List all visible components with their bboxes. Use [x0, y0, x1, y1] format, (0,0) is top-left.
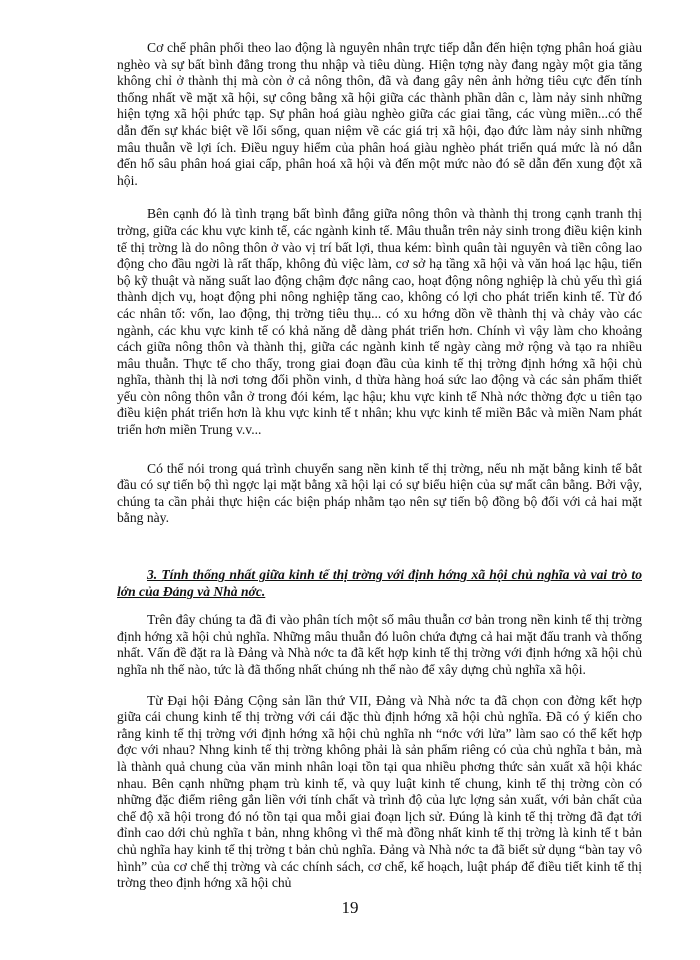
page-number: 19	[341, 898, 359, 917]
paragraph-economic-social-balance: Có thể nói trong quá trình chuyển sang nền kinh tế thị trờng, nếu nh mặt bằng kinh tế bắt đầu có sự tiến bộ thì ngợc lại mặt bằng xã hội lại có sự biểu hiện của sự mất cân bằng. Bởi vậy, chúng ta cần phải thực hiện các biện pháp nhằm tạo nên sự tiến bộ đồng bộ đối với cả hai mặt bằng này.	[117, 460, 642, 526]
section-heading: 3. Tính thống nhất giữa kinh tế thị trờng với định hớng xã hội chủ nghĩa và vai trò to lớn của Đảng và Nhà nớc.	[117, 567, 642, 599]
paragraph-contradictions-summary: Trên đây chúng ta đã đi vào phân tích một số mâu thuẫn cơ bản trong nền kinh tế thị trờng định hớng xã hội chủ nghĩa. Những mâu thuẫn đó luôn chứa đựng cả hai mặt đấu tranh và thống nhất. Vấn đề đặt ra là Đảng và Nhà nớc ta đã kết hợp kinh tế thị trờng với định hớng xã hội chủ nghĩa nh thế nào, tức là đã thống nhất chúng nh thế nào để xây dựng chủ nghĩa xã hội.	[117, 612, 642, 677]
paragraph-party-congress: Từ Đại hội Đảng Cộng sản lần thứ VII, Đảng và Nhà nớc ta đã chọn con đờng kết hợp giữa cái chung kinh tế thị trờng với cái đặc thù định hớng xã hội chủ nghĩa. Đã có ý kiến cho rằng kinh tế thị trờng với định hớng xã hội chủ nghĩa nh “nớc với lửa” làm sao có thể kết hợp đợc với nhau? Nhng kinh tế thị trờng không phải là sản phẩm riêng có của chủ nghĩa t bản, mà là thành quả chung của văn minh nhân loại tồn tại qua nhiều phơng thức sản xuất xã hội khác nhau. Bên cạnh những phạm trù kinh tế, và quy luật kinh tế chung, kinh tế thị trờng còn có những đặc điểm riêng gắn liền với tính chất và trình độ của lực lợng sản xuất, với bản chất của chế độ xã hội trong đó nó tồn tại qua mỗi giai đoạn lịch sử. Đúng là kinh tế thị trờng đã đạt tới đỉnh cao dới chủ nghĩa t bản, nhng không vì thế mà đồng nhất kinh tế thị trờng là kinh tế t bản chủ nghĩa hay kinh tế thị trờng t bản chủ nghĩa. Đảng và Nhà nớc ta đã biết sử dụng “bàn tay vô hình” của cơ chế thị trờng và các chính sách, cơ chế, kế hoạch, luật pháp để điều tiết kinh tế thị trờng theo định hớng xã hội chủ	[117, 692, 642, 891]
paragraph-income-inequality: Cơ chế phân phối theo lao động là nguyên nhân trực tiếp dẫn đến hiện tợng phân hoá giàu nghèo và sự bất bình đẳng trong thu nhập và tiêu dùng. Hiện tợng này đang ngày một gia tăng không chỉ ở thành thị mà còn ở cả nông thôn, đã và đang gây nên ảnh hởng tiêu cực đến tính thống nhất về mặt xã hội, sự công bằng xã hội giữa các thành phần dân c, làm nảy sinh những hiện tợng xã hội phức tạp. Sự phân hoá giàu nghèo giữa các giai tầng, các vùng miền...có thể dẫn đến sự khác biệt về lối sống, quan niệm về các giá trị xã hội, đạo đức làm nảy sinh những mâu thuẫn về lợi ích. Điều nguy hiểm của phân hoá giàu nghèo phát triển quá mức là nó dẫn đến hố sâu phân hoá giai cấp, phân hoá xã hội và đến một mức nào đó sẽ dẫn đến xung đột xã hội.	[117, 40, 642, 188]
document-page	[117, 40, 642, 892]
paragraph-urban-rural-inequality: Bên cạnh đó là tình trạng bất bình đẳng giữa nông thôn và thành thị trong cạnh tranh thị trờng, giữa các khu vực kinh tế, các ngành kinh tế. Mâu thuẫn trên nảy sinh trong điều kiện kinh tế thị trờng là do nông thôn ở vào vị trí bất lợi, thua kém: bình quân tài nguyên và tiền công lao động cho đầu ngời là rất thấp, không đủ việc làm, cơ sở hạ tầng xã hội và văn hoá lạc hậu, tiến bộ kỹ thuật và năng suất lao động chậm đợc nâng cao, hoạt động nông nghiệp là chủ yếu thì giá thành dịch vụ, hoạt động phi nông nghiệp tăng cao, không có lợi cho phát triển kinh tế. Từ đó các nhân tố: vốn, lao động, thị trờng tiêu thụ... có xu hớng dồn về thành thị và chảy vào các ngành, các khu vực kinh tế có khả năng dễ dàng phát triển hơn. Chính vì vậy làm cho khoảng cách giữa nông thôn và thành thị, giữa các ngành kinh tế ngày càng mở rộng và tạo ra nhiều mâu thuẫn. Thực tế cho thấy, trong giai đoạn đầu của kinh tế thị trờng định hớng xã hội chủ nghĩa, thành thị là nơi tơng đối phồn vinh, d thừa hàng hoá sức lao động và các sản phẩm thiết yếu còn nông thôn vẫn ở trong đói kém, lạc hậu; khu vực kinh tế Nhà nớc thờng đợc u tiên tạo điều kiện phát triển hơn là khu vực kinh tế t nhân; khu vực kinh tế miền Bắc và miền Nam phát triển hơn miền Trung v.v...	[117, 206, 642, 438]
